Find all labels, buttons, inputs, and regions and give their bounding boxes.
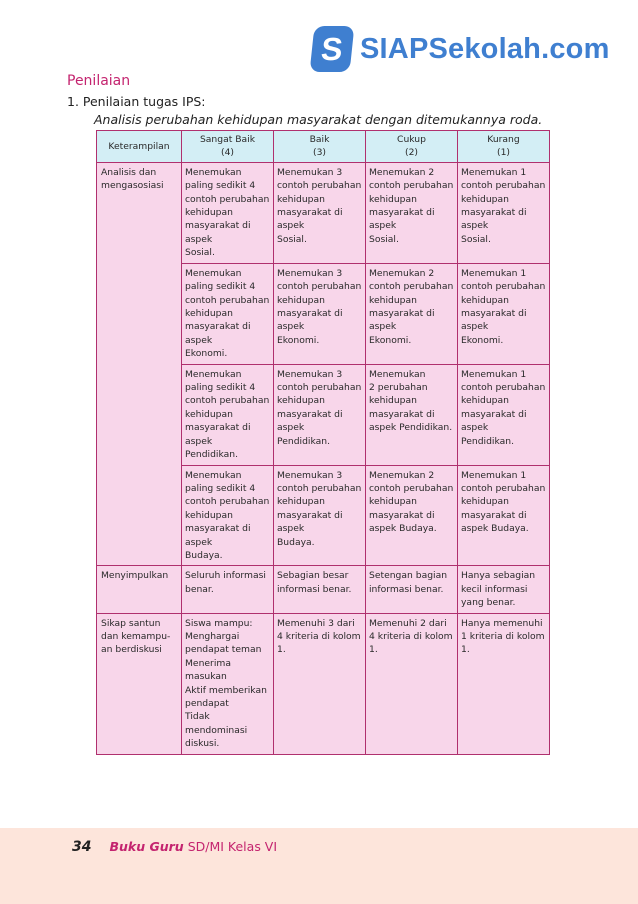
book-title: Buku Guru xyxy=(109,839,184,854)
cell-score-3: Memenuhi 3 dari 4 kriteria di kolom 1. xyxy=(274,613,366,754)
page-footer xyxy=(72,839,277,855)
cell-score-4: Siswa mampu: Menghargai pendapat teman Menerima masukan Aktif memberikan pendapat Tidak mendominasi diskusi. xyxy=(182,613,274,754)
cell-score-4: Menemukan paling sedikit 4 contoh perubahan kehidupan masyarakat di aspek Budaya. xyxy=(182,465,274,566)
skill-cell: Sikap santun dan kemampu- an berdiskusi xyxy=(97,613,182,754)
cell-score-2: Menemukan 2 contoh perubahan kehidupan masyarakat di aspek Sosial. xyxy=(366,162,458,263)
cell-score-2: Setengan bagian informasi benar. xyxy=(366,566,458,613)
item-label: 1. Penilaian tugas IPS: xyxy=(67,94,206,109)
header-skill xyxy=(97,131,182,163)
cell-score-3: Sebagian besar informasi benar. xyxy=(274,566,366,613)
table-row xyxy=(97,162,550,263)
table-row xyxy=(97,613,550,754)
skill-cell: Analisis dan mengasosiasi xyxy=(97,162,182,566)
table-row xyxy=(97,566,550,613)
item-subtitle: Analisis perubahan kehidupan masyarakat dengan ditemukannya roda. xyxy=(94,112,543,127)
cell-score-3: Menemukan 3 contoh perubahan kehidupan masyarakat di aspek Sosial. xyxy=(274,162,366,263)
logo-mark: S xyxy=(310,26,355,72)
cell-score-3: Menemukan 3 contoh perubahan kehidupan masyarakat di aspek Budaya. xyxy=(274,465,366,566)
cell-score-2: Menemukan 2 contoh perubahan kehidupan masyarakat di aspek Ekonomi. xyxy=(366,263,458,364)
site-logo xyxy=(312,26,610,72)
table-header-row xyxy=(97,131,550,163)
header-skill-label: Keterampilan xyxy=(108,140,170,152)
skill-cell: Menyimpulkan xyxy=(97,566,182,613)
cell-score-1: Menemukan 1 contoh perubahan kehidupan masyarakat di aspek Budaya. xyxy=(458,465,550,566)
book-level: SD/MI Kelas VI xyxy=(187,839,278,854)
assessment-rubric-table xyxy=(96,130,550,755)
header-score-2-label: Cukup (2) xyxy=(397,134,426,159)
header-score-1 xyxy=(458,131,550,163)
cell-score-3: Menemukan 3 contoh perubahan kehidupan masyarakat di aspek Ekonomi. xyxy=(274,263,366,364)
cell-score-1: Hanya memenuhi 1 kriteria di kolom 1. xyxy=(458,613,550,754)
header-score-1-label: Kurang (1) xyxy=(487,134,520,159)
logo-text: SIAPSekolah.com xyxy=(360,32,610,65)
cell-score-1: Menemukan 1 contoh perubahan kehidupan masyarakat di aspek Sosial. xyxy=(458,162,550,263)
cell-score-3: Menemukan 3 contoh perubahan kehidupan masyarakat di aspek Pendidikan. xyxy=(274,364,366,465)
header-score-3-label: Baik (3) xyxy=(309,134,330,159)
cell-score-2: Menemukan 2 perubahan kehidupan masyarakat di aspek Pendidikan. xyxy=(366,364,458,465)
cell-score-4: Menemukan paling sedikit 4 contoh perubahan kehidupan masyarakat di aspek Sosial. xyxy=(182,162,274,263)
cell-score-4: Menemukan paling sedikit 4 contoh perubahan kehidupan masyarakat di aspek Ekonomi. xyxy=(182,263,274,364)
header-score-2 xyxy=(366,131,458,163)
cell-score-4: Seluruh informasi benar. xyxy=(182,566,274,613)
cell-score-4: Menemukan paling sedikit 4 contoh perubahan kehidupan masyarakat di aspek Pendidikan. xyxy=(182,364,274,465)
header-score-4-label: Sangat Baik (4) xyxy=(199,134,256,159)
cell-score-1: Menemukan 1 contoh perubahan kehidupan masyarakat di aspek Ekonomi. xyxy=(458,263,550,364)
cell-score-2: Memenuhi 2 dari 4 kriteria di kolom 1. xyxy=(366,613,458,754)
header-score-4 xyxy=(182,131,274,163)
section-title: Penilaian xyxy=(67,73,131,89)
header-score-3 xyxy=(274,131,366,163)
cell-score-2: Menemukan 2 contoh perubahan kehidupan masyarakat di aspek Budaya. xyxy=(366,465,458,566)
cell-score-1: Hanya sebagian kecil informasi yang benar. xyxy=(458,566,550,613)
page-number: 34 xyxy=(72,839,92,855)
cell-score-1: Menemukan 1 contoh perubahan kehidupan masyarakat di aspek Pendidikan. xyxy=(458,364,550,465)
